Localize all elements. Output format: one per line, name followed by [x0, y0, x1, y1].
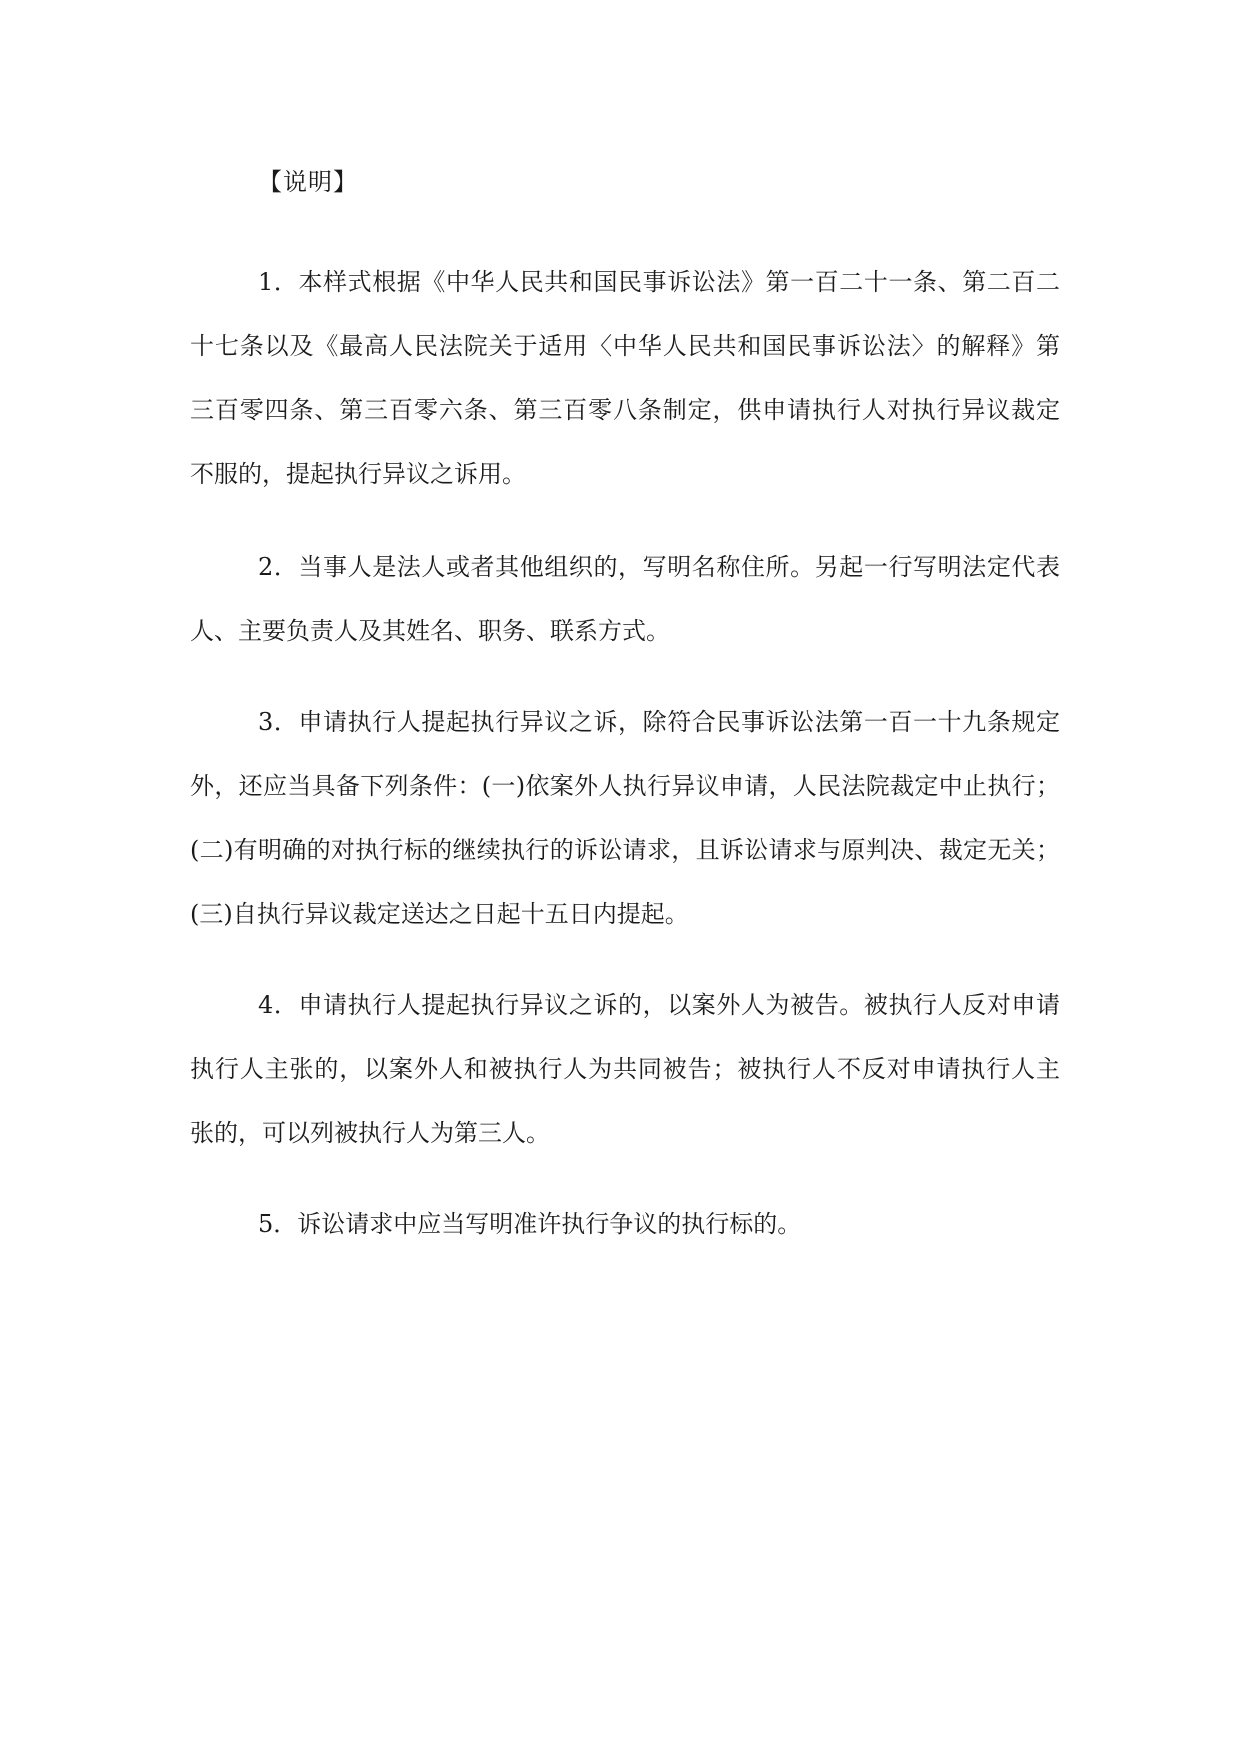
note-item-line: 执行人主张的，以案外人和被执行人为共同被告；被执行人不反对申请执行人主: [190, 1055, 1060, 1083]
note-item-line: 三百零四条、第三百零六条、第三百零八条制定，供申请执行人对执行异议裁定: [190, 396, 1060, 424]
note-item-5: [190, 1204, 1060, 1268]
note-item-line: 1．本样式根据《中华人民共和国民事诉讼法》第一百二十一条、第二百二: [258, 268, 1060, 296]
note-item-line: 人、主要负责人及其姓名、职务、联系方式。: [190, 617, 670, 645]
note-item-3: [190, 702, 1060, 958]
note-item-line: 4．申请执行人提起执行异议之诉的，以案外人为被告。被执行人反对申请: [258, 991, 1060, 1019]
note-item-line: 3．申请执行人提起执行异议之诉，除符合民事诉讼法第一百一十九条规定: [258, 708, 1060, 736]
note-item-line: (二)有明确的对执行标的继续执行的诉讼请求，且诉讼请求与原判决、裁定无关；: [190, 836, 1060, 864]
note-item-line: 5．诉讼请求中应当写明准许执行争议的执行标的。: [258, 1210, 802, 1238]
section-heading: 【说明】: [258, 168, 358, 196]
note-item-2: [190, 547, 1060, 675]
note-item-4: [190, 985, 1060, 1177]
note-item-line: (三)自执行异议裁定送达之日起十五日内提起。: [190, 900, 689, 928]
note-item-1: [190, 262, 1060, 518]
note-item-line: 十七条以及《最高人民法院关于适用〈中华人民共和国民事诉讼法〉的解释》第: [190, 332, 1060, 360]
note-item-line: 外，还应当具备下列条件：(一)依案外人执行异议申请，人民法院裁定中止执行；: [190, 772, 1060, 800]
note-item-line: 2．当事人是法人或者其他组织的，写明名称住所。另起一行写明法定代表: [258, 553, 1060, 581]
note-item-line: 不服的，提起执行异议之诉用。: [190, 460, 526, 488]
note-item-line: 张的，可以列被执行人为第三人。: [190, 1119, 550, 1147]
